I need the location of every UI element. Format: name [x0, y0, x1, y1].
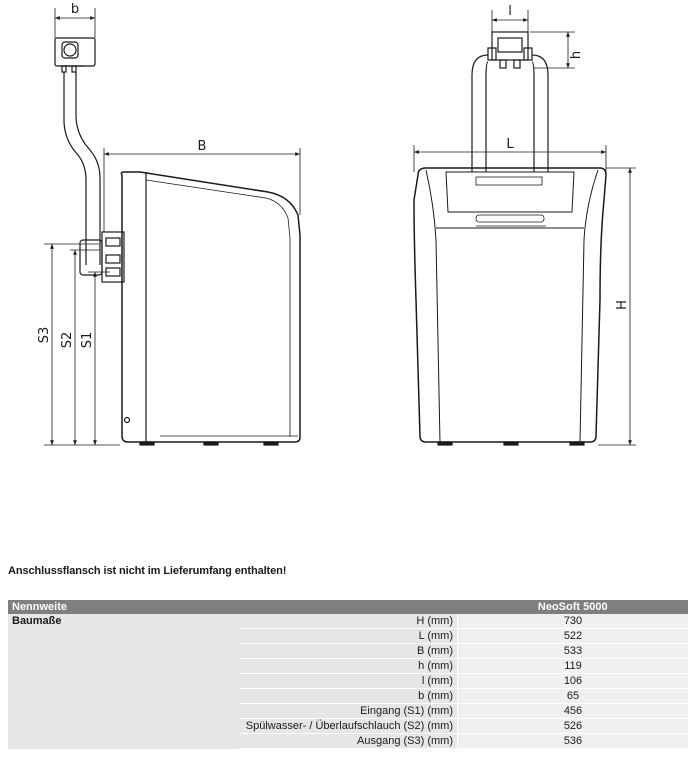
- spec-table-container: [8, 600, 688, 749]
- label-S3: S3: [37, 326, 52, 344]
- front-view: [414, 32, 606, 445]
- table-body: [8, 614, 688, 749]
- param-cell: L (mm): [239, 629, 458, 644]
- label-h: h: [569, 50, 584, 60]
- value-cell: 522: [458, 629, 689, 644]
- side-view: [55, 38, 300, 445]
- scope-note: Anschlussflansch ist nicht im Lieferumfang enthalten!: [8, 565, 287, 577]
- param-cell: Spülwasser- / Überlaufschlauch (S2) (mm): [239, 719, 458, 734]
- param-cell: B (mm): [239, 644, 458, 659]
- group-label: Baumaße: [8, 614, 239, 749]
- param-cell: H (mm): [239, 614, 458, 629]
- param-cell: l (mm): [239, 674, 458, 689]
- value-cell: 119: [458, 659, 689, 674]
- table-row: [8, 614, 688, 629]
- label-S2: S2: [60, 331, 75, 349]
- param-cell: Ausgang (S3) (mm): [239, 734, 458, 749]
- param-cell: Eingang (S1) (mm): [239, 704, 458, 719]
- value-cell: 456: [458, 704, 689, 719]
- value-cell: 65: [458, 689, 689, 704]
- label-B: B: [197, 139, 207, 154]
- label-b: b: [70, 2, 80, 17]
- label-H: H: [615, 300, 630, 310]
- value-cell: 533: [458, 644, 689, 659]
- param-cell: h (mm): [239, 659, 458, 674]
- value-cell: 536: [458, 734, 689, 749]
- param-cell: b (mm): [239, 689, 458, 704]
- table-header-row: [8, 600, 688, 614]
- header-label: Nennweite: [8, 600, 458, 614]
- header-product: NeoSoft 5000: [458, 600, 689, 614]
- value-cell: 106: [458, 674, 689, 689]
- label-l: l: [508, 4, 512, 19]
- label-S1: S1: [80, 331, 95, 349]
- value-cell: 730: [458, 614, 689, 629]
- side-view-dimensions: [44, 8, 300, 445]
- spec-table: [8, 600, 688, 749]
- label-L: L: [506, 137, 514, 152]
- value-cell: 526: [458, 719, 689, 734]
